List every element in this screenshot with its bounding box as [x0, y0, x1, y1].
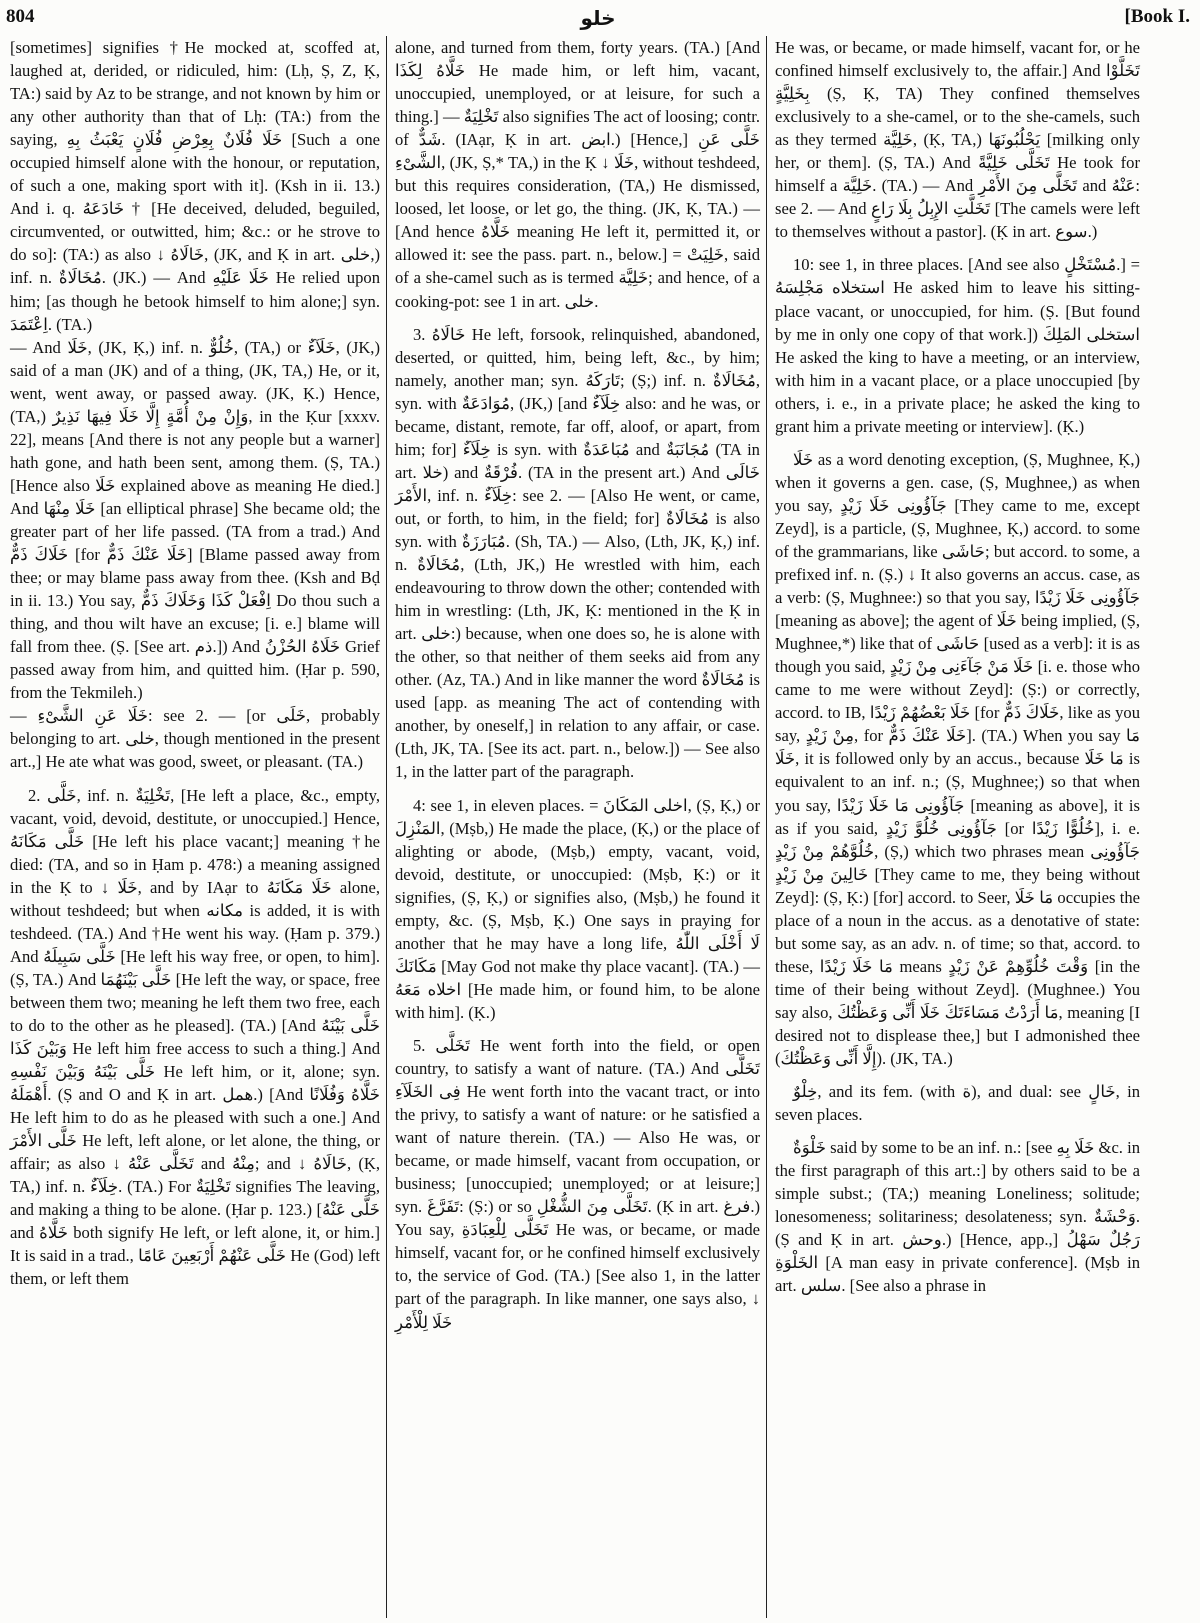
entry-paragraph: 5. تَخَلَّى He went forth into the field, or open country, to satisfy a want of nature. (TA.) And تَخَلَّى فِى الخَلَآءِ He went forth into the vacant tract, or into the privy, to satisfy a want of nature: or he satisfied a want of nature therein. (TA.) — Also He was, or became, or made himself, vacant from occupation, or business; [unoccupied; unemployed; or at leisure;] syn. تَفَرَّغَ: (Ṣ:) or so تَخَلَّى مِنَ الشُّغْلِ. (Ḳ in art. فرغ.) You say, تَخَلَّى لِلْعِبَادَةِ He was, or became, or made himself, vacant for, or he confined himself exclusively to, the service of God. (TA.) [See also 1, in the latter part of the paragraph. In like manner, one says also, ↓ خَلَا لِلْأَمْرِ — [395, 1035, 761, 1332]
entry-paragraph: خَلْوَةٌ said by some to be an inf. n.: [see خَلَا بِهِ &c. in the first paragraph of this art.:] by others said to be a simple subst.; (TA;) meaning Loneliness; solitude; lonesomeness; solitariness; desolateness; syn. وَحْشَةٌ. (Ṣ and Ḳ in art. وحش.) [Hence, app.,] رَجُلٌ سَهْلُ الخَلْوَةِ [A man easy in private conference]. (Mṣb in art. سلس. [See also a phrase in — [775, 1138, 1141, 1296]
entry-paragraph: خَلَا as a word denoting exception, (Ṣ, Mughnee, Ḳ,) when it governs a gen. case, (Ṣ, Mughnee,) as when you say, جَآؤُونِى خَلَا زَيْدٍ [They came to me, except Zeyd], is a particle, (Ṣ, Mughnee, Ḳ,) accord. to some of the grammarians, like حَاشَى; but accord. to some, a prefixed inf. n. (Ṣ.) ↓ It also governs an accus. case, as a verb: (Ṣ, Mughnee:) so that you say, جَآؤُونِى خَلَا زَيْدًا [meaning as above]; the agent of خَلَا being implied, (Ṣ, Mughnee,*) like that of حَاشَى [used as a verb]: it is as though you said, خَلَا مَنْ جَآءَنِى مِنْ زَيْدٍ [i. e. those who came to me were without Zeyd]: (Ṣ:) or correctly, accord. to IB, خَلَا بَعْضُهُمْ زَيْدًا [for خَلَاكَ ذَمٌّ, like as you say, مِنْ زَيْدٍ, for خَلَا عَنْكَ ذَمٌّ]. (TA.) When you say مَا خَلَا, it is followed only by an accus., because مَا خَلَا is equivalent to an inf. n.; (Ṣ, Mughnee;) so that when you say, جَآؤُونِى مَا خَلَا زَيْدًا [meaning as above], it is as if you said, جَآؤُونِى خُلُوَّ زَيْدٍ [or خُلُوًّا زَيْدًا], i. e. خُلُوَّهُمْ مِنْ زَيْدٍ, (Ṣ,) which two phrases mean جَآؤُونِى خَالِينَ مِنْ زَيْدٍ [They came to me, they being without Zeyd]: (Ṣ, Ḳ:) [for] accord. to Seer, مَا خَلَا occupies the place of a noun in the accus. as a denotative of state: but some say, as an adv. n. of time; so that, accord. to these, مَا خَلَا زَيْدًا means وَقْتَ خُلُوِّهِمْ عَنْ زَيْدٍ [in the time of their being without Zeyd]. (Mughnee.) You say also, مَا أَرَدْتُ مَسَاءَتَكَ خَلَا أَنِّى وَعَظْتُكَ, meaning [I desired not to displease thee,] but I admonished thee (إِلَّا أَنِّى وَعَظْتُكَ). (JK, TA.) — [775, 449, 1141, 1069]
page-header — [6, 4, 1190, 34]
entry-paragraph: 4: see 1, in eleven places. = اخلى المَكَانَ, (Ṣ, Ḳ,) or المَنْزِلَ, (Mṣb,) He made the place, (Ḳ,) or the place of alighting or abode, (Mṣb,) empty, vacant, void, devoid, destitute, or unoccupied: (Mṣb, Ḳ:) or it signifies, (Ṣ, Ḳ,) or signifies also, (Mṣb,) he found it empty, &c. (Ṣ, Mṣb, Ḳ.) One says in praying for another that he may have a long life, لَا أَخْلَى اللّٰهُ مَكَانَكَ [May God not make thy place vacant]. (TA.) — اخلاه مَعَهُ [He made him, or found him, to be alone with him]. (Ḳ.) — [395, 795, 760, 1022]
column-right — [766, 36, 1146, 1618]
running-headword: خلو — [580, 6, 616, 30]
entry-paragraph: 10: see 1, in three places. [And see also مُسْتَخْلٍ.] = استخلاه مَجْلِسَهُ He asked him to leave his sitting-place vacant, or unoccupied, for him. (Ṣ. [But found by me in only one copy of that work.]) استخلى المَلِكَ He asked the king to have a meeting, or an interview, with him in a vacant place, or a place unoccupied [by others, i. e., in a private place; he asked the king to grant him a private meeting or interview]. (Ḳ.) — [775, 255, 1140, 436]
entry-paragraph: خِلْوٌ, and its fem. (with ة), and dual: see خَالٍ, in seven places. — [775, 1082, 1140, 1125]
page-number: 804 — [6, 6, 35, 27]
paragraph: alone, and turned from them, forty years. (TA.) [And خَلَّاهُ لِكَذَا He made him, or left him, vacant, unoccupied, unemployed, or at leisure, for such a thing.] — تَخْلِيَةٌ also signifies The act of loosing; contr. of شَدٌّ. (IAạr, Ḳ in art. ابض.) [Hence,] خَلَّى عَنِ الشَّىْءِ, (JK, Ṣ,* TA,) in the Ḳ ↓ خَلَا, without teshdeed, but this requires consideration, (TA,) He dismissed, loosed, let loose, or let go, the thing. (JK, Ḳ, TA.) — [And hence خَلَّاهُ meaning He left it, permitted it, or allowed it: see the pass. part. n., below.] = خَلِيَتْ, said of a she-camel such as is termed خَلِيَّة; and hence, of a cooking-pot: see 1 in art. خلى. — [395, 38, 760, 311]
paragraph: — خَلَا عَنِ الشَّىْءِ: see 2. — [or خَلَى, probably belonging to art. خلى, though mentioned in the present art.,] He ate what was good, sweet, or pleasant. (TA.) — [10, 706, 380, 772]
paragraph: He was, or became, or made himself, vacant for, or he confined himself exclusively to, the affair.] And تَخَلَّوْا بِخَلِيَّةٍ (Ṣ, Ḳ, TA) They confined themselves exclusively to a she-camel, or to the she-camels, such as they termed خَلِيَّة, (Ḳ, TA,) يَحْلُبُونَهَا [milking only her, or them]. (Ṣ, TA.) And تَخَلَّى خَلِيَّةً He took for himself a خَلِيَّة. (TA.) — And تَخَلَّى مِنَ الأَمْرِ and عَنْهُ: see 2. — And تَخَلَّتِ الإِبِلُ بِلَا رَاعٍ [The camels were left to themselves without a pastor]. (Ḳ in art. سوع.) — [775, 38, 1140, 242]
column-middle — [386, 36, 766, 1618]
paragraph: [sometimes] signifies †He mocked at, scoffed at, laughed at, derided, or ridiculed, him: (Lḥ, Ṣ, Z, Ḳ, TA:) said by Az to be strange, and not known by him or any other authority than that of Lḥ: (TA:) from the saying, خَلَا فُلَانٌ بِعِرْضِ فُلَانٍ يَعْبَثُ بِهِ [Such a one occupied himself alone with the honour, or reputation, of such a one, making sport with it]. (Ksh in ii. 13.) And i. q. خَادَعَهُ † [He deceived, deluded, beguiled, circumvented, or outwitted, him; &c.: or he strove to do so]: (TA:) as also ↓ خَالَاهُ, (JK, and Ḳ in art. خلى,) inf. n. مُخَالَاةٌ. (JK.) — And خَلَا عَلَيْهِ He relied upon him; [as though he betook himself to him alone;] syn. اِعْتَمَدَ. (TA.) — [10, 38, 380, 334]
book-label: [Book I. — [1124, 6, 1190, 27]
text-columns — [6, 36, 1190, 1618]
paragraph: — And خَلَا, (JK, Ḳ,) inf. n. خُلُوٌّ, (TA,) or خَلَآءٌ, (JK,) said of a man (JK) and of a thing, (JK, TA,) He, or it, went, went away, or passed away. (JK, Ḳ.) Hence, (TA,) وَإِنْ مِنْ أُمَّةٍ إِلَّا خَلَا فِيهَا نَذِيرٌ, in the Ḳur [xxxv. 22], means [And there is not any people but a warner] hath gone, and hath been sent, among them. (Ṣ, TA.) [Hence also خَلَا explained above as meaning He died.] And خَلَا مِنْهَا [an elliptical phrase] She became old; the greater part of her life passed. (TA from a trad.) And خَلَاكَ ذَمٌّ [for خَلَا عَنْكَ ذَمٌّ] [Blame passed away from thee; or may blame pass away from thee. (Ksh and Bḍ in ii. 13.) You say, اِفْعَلْ كَذَا وَخَلَاكَ ذَمٌّ Do thou such a thing, and thou wilt have an excuse; [i. e.] blame will fall from thee. (Ṣ. [See art. ذم.]) And خَلَاهُ الحُزْنُ Grief passed away from him, and quitted him. (Ḥar p. 590, from the Tekmileh.) — [10, 337, 381, 703]
entry-paragraph: 2. خَلَّى, inf. n. تَخْلِيَةٌ, [He left a place, &c., empty, vacant, void, devoid, destitute, or unoccupied.] Hence, خَلَّى مَكَانَهُ [He left his place vacant;] meaning †he died: (TA, and so in Ḥam p. 478:) a meaning assigned in the Ḳ to ↓ خَلَا, and by IAạr to خَلَا مَكَانَهُ alone, without teshdeed; but when مكانه is added, it is with teshdeed. (TA.) And †He went his way. (Ḥam p. 379.) And خَلَّى سَبِيلَهُ [He left his way free, or open, to him]. (Ṣ, TA.) And خَلَّى بَيْنَهُمَا [He left the way, or space, free between them two; meaning he left them two free, each to do to the other as he pleased]. (TA.) [And خَلَّى بَيْنَهُ وَبَيْنَ كَذَا He left him free access to such a thing.] And خَلَّى بَيْنَهُ وَبَيْنَ نَفْسِهِ He left him, or it, alone; syn. أَهْمَلَهُ. (Ṣ and O and Ḳ in art. همل.) [And خَلَّاهُ وَفُلَانًا He left him to do as he pleased with such a one.] And خَلَّى الأَمْرَ He left, left alone, or let alone, the thing, or affair; as also ↓ تَخَلَّى عَنْهُ and مِنْهُ; and ↓ خَالَاهُ, (Ḳ, TA,) inf. n. خِلَآءٌ. (TA.) For تَخْلِيَةٌ signifies The leaving, and making a thing to be alone. (Ḥar p. 123.) [خَلَّى عَنْهُ and خَلَّاهُ both signify He left, or left alone, it, or him.] It is said in a trad., خَلَّى عَنْهُمْ أَرْبَعِينَ عَامًا He (God) left them, or left them — [10, 785, 381, 1289]
column-left — [6, 36, 386, 1618]
entry-paragraph: 3. خَالَاهُ He left, forsook, relinquished, abandoned, deserted, or quitted, him, being left, &c., by him; namely, another man; syn. تَارَكَهُ; (Ṣ;) inf. n. مُخَالَاةٌ, syn. with مُوَادَعَةٌ, (JK,) [and خِلَآءٌ also: and he was, or became, distant, remote, far off, aloof, or apart, from him; for] خِلَآءٌ is syn. with مُبَاعَدَةٌ and مُجَانَبَةٌ (TA in art. خلا) and فُرْقَةٌ. (TA in the present art.) And خَالَى الأَمْرَ, inf. n. خِلَآءٌ: see 2. — [Also He went, or came, out, or forth, to him, in the field; for] مُخَالَاةٌ is also syn. with مُبَارَزَةٌ. (Sh, TA.) — Also, (Lth, JK, Ḳ,) inf. n. مُخَالَاةٌ, (Lth, JK,) He wrestled with him, each endeavouring to throw down the other; contended with him in wrestling: (Lth, JK, Ḳ: mentioned in the Ḳ in art. خلى:) because, when one does so, he is alone with the other, so that neither of them seeks aid from any other. (Az, TA.) And in like manner the word مُخَالَاةٌ is used [app. as meaning The act of contending with another, by oneself,] in relation to any affair, or case. (Lth, JK, TA. [See its act. part. n., below.]) — See also 1, in the latter part of the paragraph. — [395, 324, 761, 782]
